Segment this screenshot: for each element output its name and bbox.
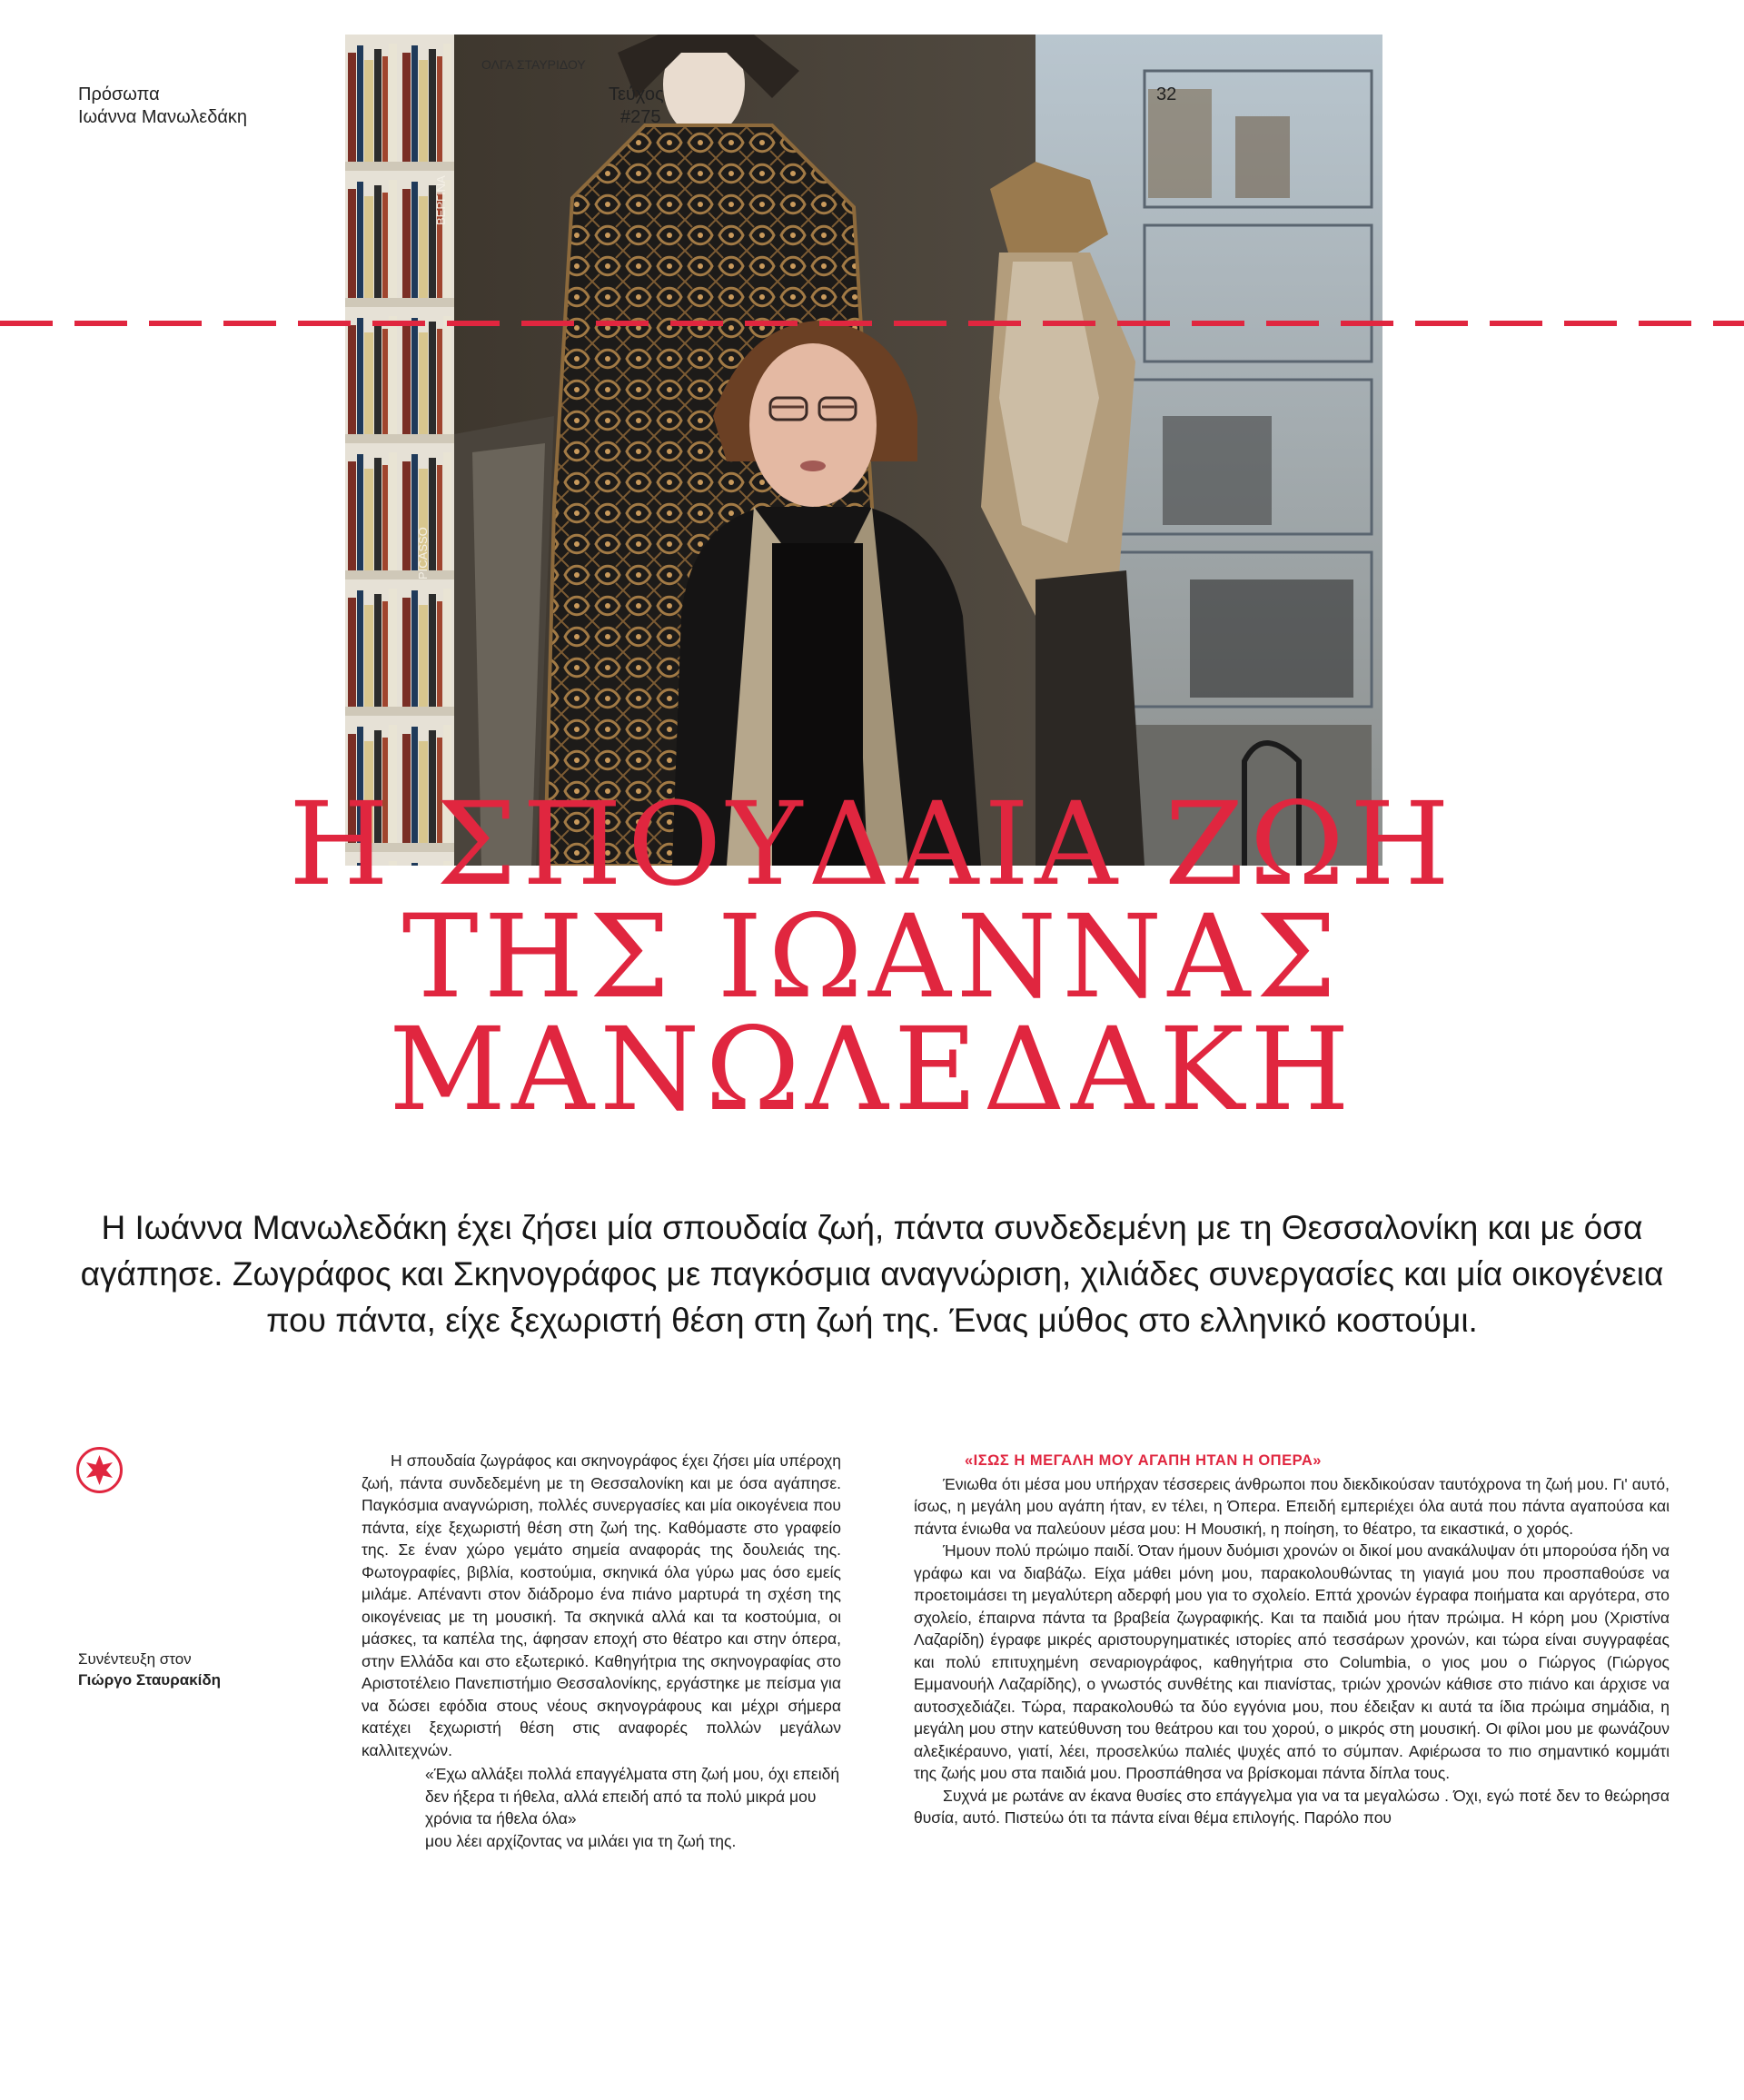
portrait-photo xyxy=(345,35,1382,866)
quote-attribution: μου λέει αρχίζοντας να μιλάει για τη ζωή της. xyxy=(425,1831,737,1850)
body-paragraph-3: Συχνά με ρωτάνε αν έκανα θυσίες στο επάγγελμα για να τα μεγαλώσω . Όχι, εγώ ποτέ δεν το θεώρησα θυσία, αυτό. Πιστεύω ότι τα πάντα είναι θέμα επιλογής. Παρόλο που xyxy=(914,1786,1670,1827)
headline xyxy=(0,778,1744,1136)
book-spine-text: ΟΛΓΑ ΣΤΑΥΡΙΔΟΥ xyxy=(481,57,586,72)
book-spine-text-3: PICASSO xyxy=(416,527,430,579)
credit-author: Γιώργο Σταυρακίδη xyxy=(78,1671,222,1689)
headline-line-1: Η ΣΠΟΥΔΑΙΑ ΖΩΗ xyxy=(288,778,1456,911)
pull-quote: «Έχω αλλάξει πολλά επαγγέλματα στη ζωή μου, όχι επειδή δεν ήξερα τι ήθελα, αλλά επειδή από τα πολύ μικρά μου χρόνια τα ήθελα όλα» xyxy=(425,1765,840,1828)
section-label: Πρόσωπα xyxy=(78,84,160,104)
lead-paragraph: Η Ιωάννα Μανωλεδάκη έχει ζήσει μία σπουδαία ζωή, πάντα συνδεδεμένη με τη Θεσσαλονίκη και με όσα αγάπησε. Ζωγράφος και Σκηνογράφος με παγκόσμια αναγνώριση, χιλιάδες συνεργασίες και μία οικογένεια που πάντα, είχε ξεχωριστή θέση στη ζωή της. Ένας μύθος στο ελληνικό κοστούμι. xyxy=(80,1209,1664,1339)
headline-line-3: ΜΑΝΩΛΕΔΑΚΗ xyxy=(389,1003,1355,1136)
book-spine-text-2: ΒΕΡΓΙΝΑ xyxy=(434,175,448,225)
credit-label: Συνέντευξη στον xyxy=(78,1650,192,1668)
interview-credit xyxy=(78,1649,221,1690)
issue-number: #275 xyxy=(620,107,661,127)
body-paragraph-1: Ένιωθα ότι μέσα μου υπήρχαν τέσσερεις άνθρωποι που διεκδικούσαν ταυτόχρονα τη ζωή μου. Γι' αυτό, ίσως, η μεγάλη μου αγάπη ήταν, εν τέλει, η Όπερα. Επειδή εμπεριέχει όλα αυτά που πάντα αγαπούσα και πάντα ένιωθα να παλεύουν μέσα μου: Η Μουσική, η ποίηση, το θέατρο, τα εικαστικά, ο χορός. xyxy=(914,1474,1670,1538)
page-number: 32 xyxy=(1156,84,1177,104)
body-paragraph-2: Ήμουν πολύ πρώιμο παιδί. Όταν ήμουν δυόμισι χρονών οι δικοί μου ανακάλυψαν ότι μπορούσα ήδη να γράφω και να διαβάζω. Είχα μάθει μόνη μου, παρακολουθώντας τη γιαγιά μου που προσπαθούσε να προετοιμάσει τη μεγαλύτερη αδερφή μου για το σχολείο. Επτά χρονών έγραφα ποιήματα και αργότερα, στο σχολείο, έπαιρνα πάντα τα βραβεία ζωγραφικής. Και τα παιδιά μου ήταν πρώιμα. Η κόρη μου (Χριστίνα Λαζαρίδη) έγραφε μικρές αριστουργηματικές ιστορίες από τεσσάρων χρονών, και τώρα είναι συγγραφέας και πολύ επιτυχημένη σεναριογράφος, καθηγήτρια στο Columbia, ο γιος μου ο Γιώργος (Γιώργος Εμμανουήλ Λαζαρίδης), ο γνωστός συνθέτης και πιανίστας, τριών χρονών κάθισε στο πιάνο και άρχισε να αυτοσχεδιάζει. Τώρα, παρακολουθώ τα δύο εγγόνια μου, που έδειξαν κι αυτά τα ίδια πρώιμα σημάδια, η μεγάλη μου στην κατεύθυνση του θεάτρου και του χορού, ο μικρός στη μουσική. Οι φίλοι μου με φωνάζουν αλεξικέραυνο, γιατί, λέει, προσελκύω παλιές ψυχές από το σύμπαν. Αφιέρωσα το πιο σημαντικό κομμάτι της ζωής μου στα παιδιά μου. Προσπάθησα να βρίσκομαι πάντα δίπλα τους. xyxy=(914,1541,1670,1782)
article-column-1 xyxy=(362,1450,841,1852)
dashed-divider xyxy=(0,318,1744,329)
section-subheading: «ΙΣΩΣ Η ΜΕΓΑΛΗ ΜΟΥ ΑΓΑΠΗ ΗΤΑΝ Η ΟΠΕΡΑ» xyxy=(965,1452,1322,1469)
header-person-name: Ιωάννα Μανωλεδάκη xyxy=(78,107,248,127)
star-icon xyxy=(75,1446,124,1494)
issue-label: Τεύχος xyxy=(609,84,664,104)
headline-line-2: ΤΗΣ ΙΩΑΝΝΑΣ xyxy=(401,890,1343,1024)
intro-paragraph: Η σπουδαία ζωγράφος και σκηνογράφος έχει ζήσει μία υπέροχη ζωή, πάντα συνδεδεμένη με τη Θεσσαλονίκη και με όσα αγάπησε. Παγκόσμια αναγνώριση, πολλές συνεργασίες και μία οικογένεια που πάντα, είχε ξεχωριστή θέση στη ζωή της. Καθόμαστε στο γραφείο της. Σε έναν χώρο γεμάτο σημεία αναφοράς της δουλειάς της. Φωτογραφίες, βιβλία, κοστούμια, σκηνικά όλα γύρω μας όσο εμείς μιλάμε. Απέναντι στον διάδρομο ένα πιάνο μαρτυρά τη σχέση της οικογένειας με τη μουσική. Τα σκηνικά αλλά και τα κοστούμια, οι μάσκες, τα καπέλα της, άφησαν εποχή στο θέατρο και στην όπερα, στην Ελλάδα και στο εξωτερικό. Καθηγήτρια της σκηνογραφίας στο Αριστοτέλειο Πανεπιστήμιο Θεσσαλονίκης, εργάστηκε με πείσμα για να δώσει εφόδια στους νέους σκηνογράφους και μέχρι σήμερα κατέχει ξεχωριστή θέση στις αναφορές πολλών μεγάλων καλλιτεχνών. xyxy=(362,1451,841,1759)
article-column-2 xyxy=(914,1450,1670,1829)
